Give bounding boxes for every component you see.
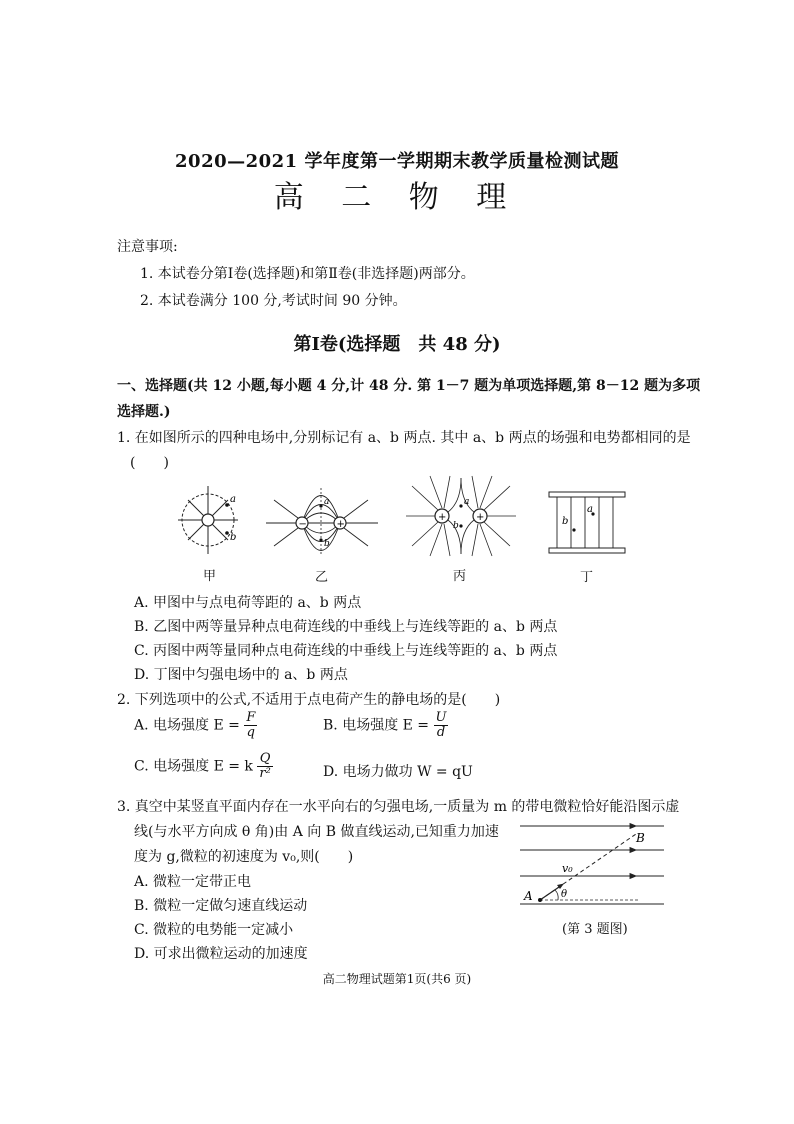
page-footer: 高二物理试题第1页(共6 页) [322,972,472,986]
q2-option-c-prefix: C. 电场强度 E = k [134,758,253,775]
q1-figure-bing [402,472,520,560]
q2-option-b-den: d [436,725,446,740]
section-title: 第Ⅰ卷(选择题 共 48 分) [293,334,501,355]
section-intro-line1: 一、选择题(共 12 小题,每小题 4 分,计 48 分. 第 1－7 题为单项选择题,第 8－12 题为多项 [117,378,701,394]
notice-item-2: 2. 本试卷满分 100 分,考试时间 90 分钟。 [140,293,407,309]
notice-heading: 注意事项: [117,239,178,255]
q3-option-d: D. 可求出微粒运动的加速度 [134,946,308,962]
svg-text:+: + [438,512,447,523]
q1-fig-label-jia: 甲 [203,569,217,584]
subject-title: 高 二 物 理 [273,180,521,215]
q3-label-a: A [524,889,533,903]
q2-option-c [134,752,273,781]
notice-item-1: 1. 本试卷分第Ⅰ卷(选择题)和第Ⅱ卷(非选择题)两部分。 [140,266,475,282]
q3-stem-line3: 度为 g,微粒的初速度为 v₀,则( ) [134,849,354,865]
q1-figure-yi [262,478,382,558]
q1-ding-point-a: a [587,504,593,515]
section-intro-line2: 选择题.) [117,404,171,420]
q1-stem-line1: 1. 在如图所示的四种电场中,分别标记有 a、b 两点. 其中 a、b 两点的场强和电势都相同的是 [117,430,691,446]
q1-fig-label-bing: 丙 [453,569,467,584]
q2-option-c-den: r² [259,766,271,781]
q1-figure-jia [176,478,244,558]
exam-year-title: 2020—2021 学年度第一学期期末教学质量检测试题 [175,151,619,172]
svg-text:+: + [336,519,345,530]
q3-stem-line2: 线(与水平方向成 θ 角)由 A 向 B 做直线运动,已知重力加速 [134,824,499,840]
q1-yi-point-b: b [324,539,330,549]
q1-yi-point-a: a [324,497,330,507]
q3-option-a: A. 微粒一定带正电 [134,874,252,890]
q1-fig-label-ding: 丁 [580,570,594,585]
q1-bing-point-b: b [453,521,459,531]
q2-stem: 2. 下列选项中的公式,不适用于点电荷产生的静电场的是( ) [117,692,501,708]
q1-figure-ding [547,490,629,558]
q3-label-v0: v₀ [562,862,573,875]
q2-option-b-fraction [434,711,449,740]
q2-option-b [323,711,448,740]
q1-jia-point-a: a [230,494,236,505]
svg-text:+: + [476,512,485,523]
q2-option-a-num: F [246,710,256,725]
q1-ding-point-b: b [562,516,569,527]
q2-option-a [134,711,257,740]
q2-option-c-num: Q [257,752,272,767]
q2-option-a-fraction [244,711,257,740]
q1-jia-point-b: b [230,532,237,543]
q3-label-b: B [636,831,645,845]
q3-label-theta: θ [561,889,568,900]
q3-figure [518,818,668,910]
q3-figure-caption: (第 3 题图) [562,922,628,937]
q2-option-a-prefix: A. 电场强度 E = [134,717,240,734]
q1-option-b: B. 乙图中两等量异种点电荷连线的中垂线上与连线等距的 a、b 两点 [134,619,558,635]
q1-fig-label-yi: 乙 [315,570,329,585]
q2-option-d: D. 电场力做功 W = qU [323,764,473,780]
q2-option-b-prefix: B. 电场强度 E = [323,717,430,734]
q1-bing-point-a: a [464,497,470,507]
q1-option-d: D. 丁图中匀强电场中的 a、b 两点 [134,667,348,683]
q2-option-b-num: U [435,710,447,725]
q3-option-c: C. 微粒的电势能一定减小 [134,922,294,938]
q2-option-a-den: q [246,725,255,740]
q1-stem-line2: ( ) [130,455,169,471]
q3-stem-line1: 3. 真空中某竖直平面内存在一水平向右的匀强电场,一质量为 m 的带电微粒恰好能沿图示虚 [117,799,680,815]
svg-text:−: − [298,519,307,530]
q1-option-c: C. 丙图中两等量同种点电荷连线的中垂线上与连线等距的 a、b 两点 [134,643,558,659]
q2-option-c-fraction [257,752,272,781]
q1-option-a: A. 甲图中与点电荷等距的 a、b 两点 [134,595,362,611]
q3-option-b: B. 微粒一定做匀速直线运动 [134,898,308,914]
